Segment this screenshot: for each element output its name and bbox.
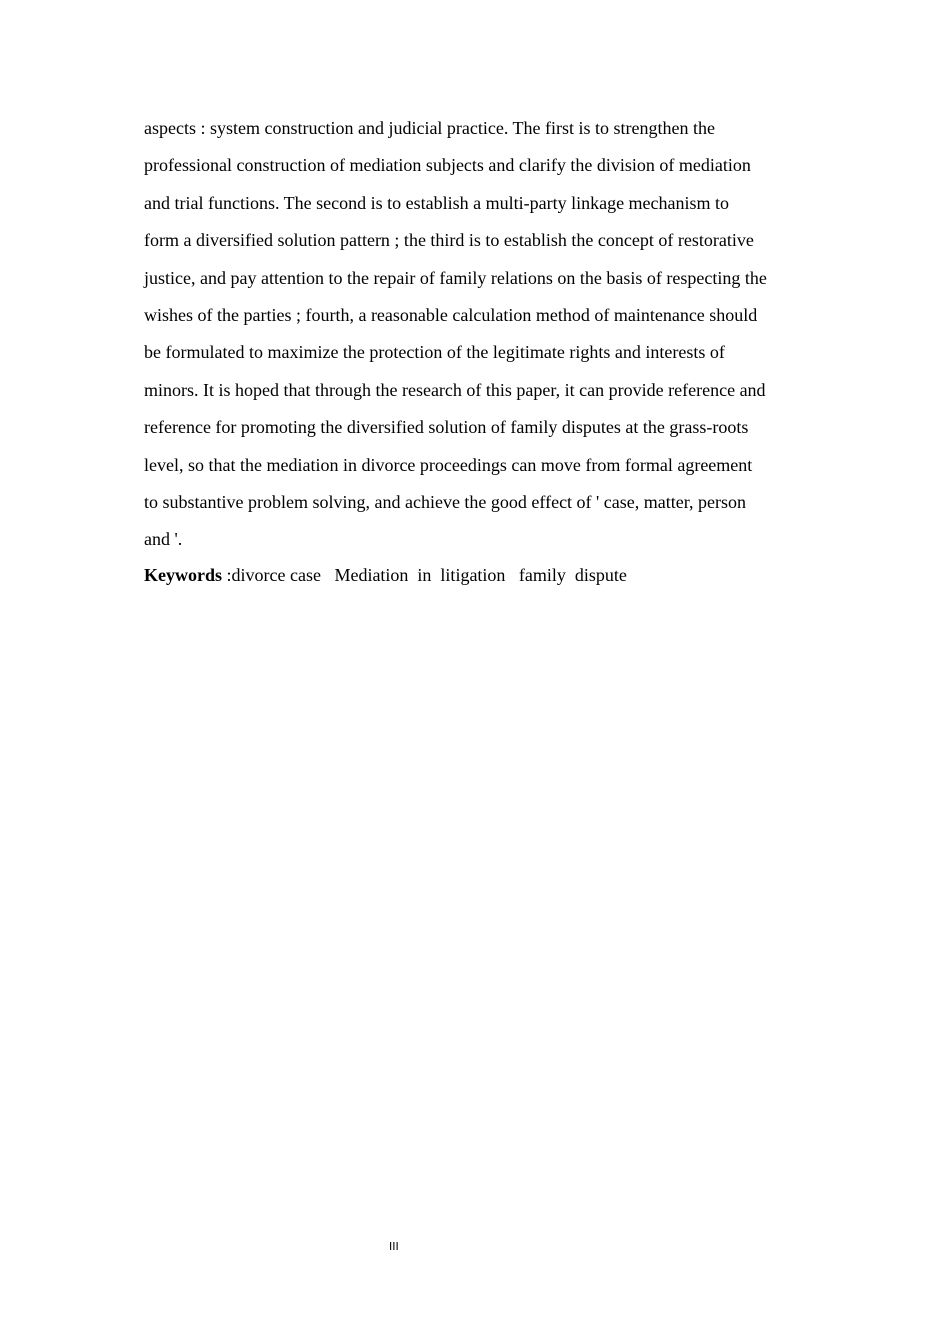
- abstract-line: form a diversified solution pattern ; the third is to establish the concept of restorative: [144, 230, 754, 251]
- keywords-label: Keywords: [144, 565, 222, 585]
- abstract-line: and '.: [144, 529, 183, 550]
- keywords-text: :divorce case Mediation in litigation family dispute: [222, 565, 627, 585]
- abstract-line: justice, and pay attention to the repair of family relations on the basis of respecting the: [144, 267, 767, 288]
- abstract-line: reference for promoting the diversified solution of family disputes at the grass-roots: [144, 417, 749, 438]
- page-number: III: [389, 1240, 399, 1253]
- abstract-line: and trial functions. The second is to establish a multi-party linkage mechanism to: [144, 192, 730, 213]
- abstract-line: be formulated to maximize the protection of the legitimate rights and interests of: [144, 342, 725, 363]
- abstract-line: professional construction of mediation subjects and clarify the division of mediation: [144, 155, 751, 176]
- keywords-line: [144, 558, 627, 592]
- abstract-line: wishes of the parties ; fourth, a reasonable calculation method of maintenance should: [144, 305, 758, 326]
- abstract-line: aspects : system construction and judicial practice. The first is to strengthen the: [144, 118, 716, 138]
- abstract-line: to substantive problem solving, and achieve the good effect of ' case, matter, person: [144, 492, 747, 513]
- abstract-line: level, so that the mediation in divorce proceedings can move from formal agreement: [144, 454, 753, 475]
- abstract-body: [144, 110, 824, 559]
- abstract-line: minors. It is hoped that through the research of this paper, it can provide reference and: [144, 379, 766, 400]
